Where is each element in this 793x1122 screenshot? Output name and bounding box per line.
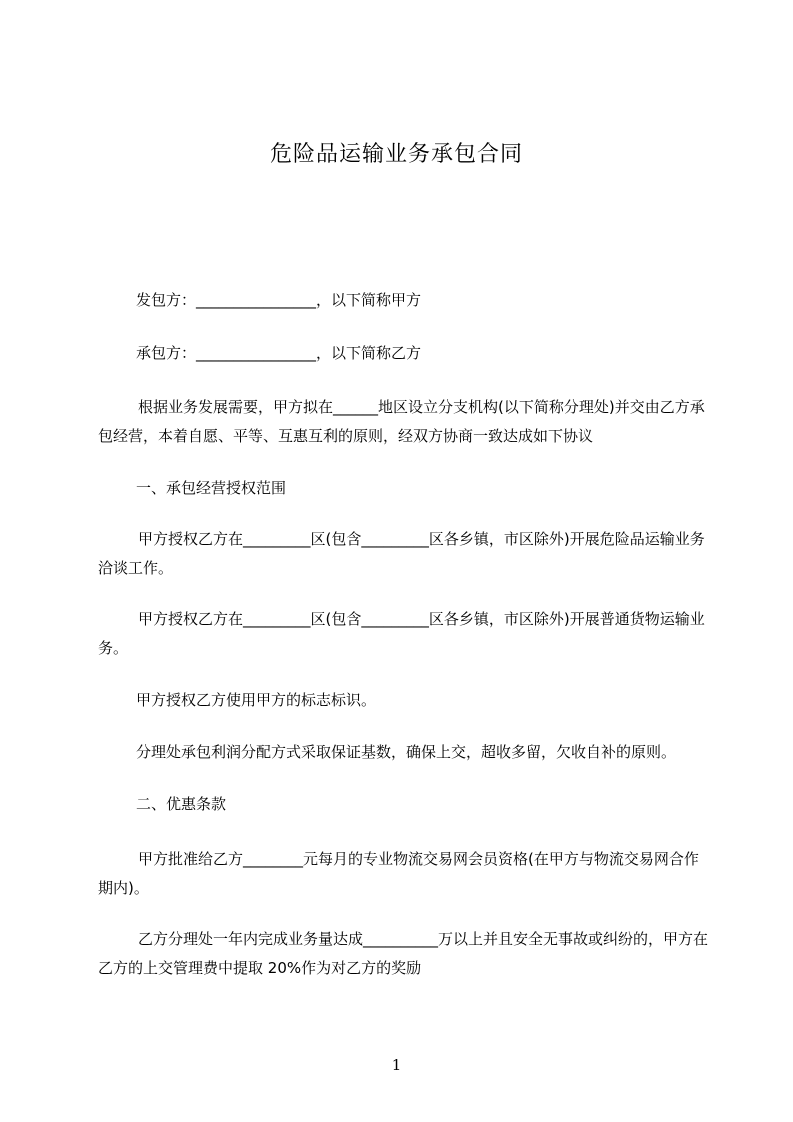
section-heading-benefits: 二、优惠条款 [136, 795, 227, 813]
paragraph-contractor: 承包方：________________，以下简称乙方 [136, 344, 422, 362]
page-number: 1 [391, 1056, 402, 1074]
paragraph-scope-hazardous: 甲方授权乙方在_________区(包含_________区各乡镇，市区除外)开展危险品运输业务洽谈工作。 [98, 530, 705, 577]
paragraph-logo-usage: 甲方授权乙方使用甲方的标志标识。 [136, 691, 377, 709]
document-title: 危险品运输业务承包合同 [269, 142, 523, 167]
paragraph-issuer: 发包方：________________，以下简称甲方 [136, 291, 422, 309]
paragraph-reward: 乙方分理处一年内完成业务量达成__________万以上并且安全无事故或纠纷的，甲方在乙方的上交管理费中提取 20%作为对乙方的奖励 [98, 930, 709, 977]
paragraph-background: 根据业务发展需要，甲方拟在______地区设立分支机构(以下简称分理处)并交由乙方承包经营，本着自愿、平等、互惠互利的原则，经双方协商一致达成如下协议 [98, 398, 705, 445]
paragraph-scope-general: 甲方授权乙方在_________区(包含_________区各乡镇，市区除外)开展普通货物运输业务。 [98, 610, 705, 657]
section-heading-scope: 一、承包经营授权范围 [136, 479, 287, 497]
paragraph-membership: 甲方批准给乙方________元每月的专业物流交易网会员资格(在甲方与物流交易网合作期内)。 [98, 850, 699, 897]
paragraph-profit-distribution: 分理处承包利润分配方式采取保证基数，确保上交，超收多留，欠收自补的原则。 [136, 743, 677, 761]
